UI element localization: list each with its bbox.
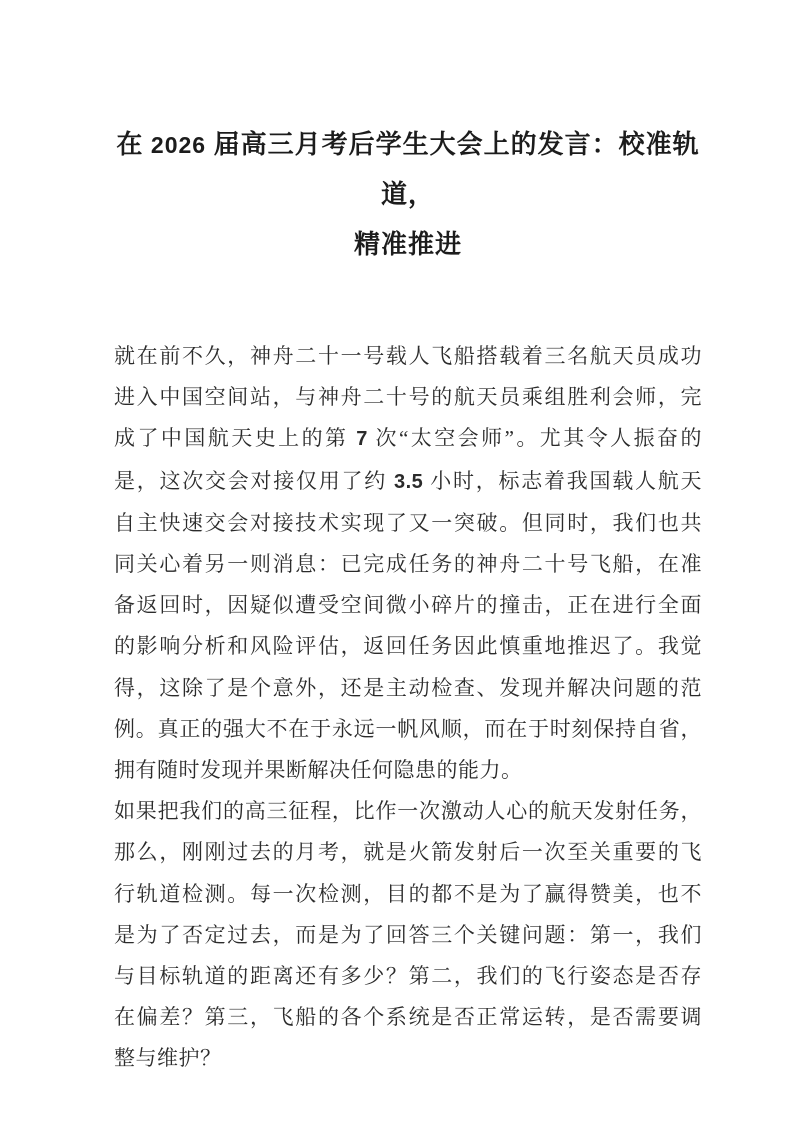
text-line: 备返回时，因疑似遭受空间微小碎片的撞击，正在进行全面	[114, 593, 702, 618]
numeral: 7	[356, 428, 368, 451]
text-line: 得，这除了是个意外，还是主动检查、发现并解决问题的范	[114, 675, 702, 700]
text-line: 例。真正的强大不在于永远一帆风顺，而在于时刻保持自省，	[114, 716, 702, 741]
document-body	[114, 336, 702, 1080]
text-line: 就在前不久，神舟二十一号载人飞船搭载着三名航天员成功	[114, 344, 702, 368]
text-line: 在 2026 届高三月考后学生大会上的发言：校准轨道，	[116, 130, 700, 209]
paragraph-exam-analogy	[114, 791, 702, 1079]
text-line: 与目标轨道的距离还有多少？第二，我们的飞行姿态是否存	[114, 964, 702, 989]
text-line: 是为了否定过去，而是为了回答三个关键问题：第一，我们	[114, 922, 702, 947]
text-line: 成了中国航天史上的第 7 次“太空会师”。尤其令人振奋的	[114, 426, 703, 451]
text-line: 整与维护？	[114, 1046, 222, 1071]
numeral: 2026	[150, 132, 207, 158]
text-line: 进入中国空间站，与神舟二十号的航天员乘组胜利会师，完	[114, 385, 702, 410]
text-line: 拥有随时发现并果断解决任何隐患的能力。	[114, 758, 523, 783]
text-line: 行轨道检测。每一次检测，目的都不是为了赢得赞美，也不	[114, 881, 702, 906]
text-line: 在偏差？第三，飞船的各个系统是否正常运转，是否需要调	[114, 1005, 702, 1030]
text-line: 自主快速交会对接技术实现了又一突破。但同时，我们也共	[114, 510, 702, 535]
text-line: 是，这次交会对接仅用了约 3.5 小时，标志着我国载人航天	[114, 468, 703, 493]
paragraph-shenzhou-news	[114, 336, 702, 791]
numeral: 3.5	[393, 470, 424, 493]
text-line: 那么，刚刚过去的月考，就是火箭发射后一次至关重要的飞	[114, 840, 702, 865]
document-title	[114, 120, 702, 270]
text-line: 如果把我们的高三征程，比作一次激动人心的航天发射任务，	[114, 799, 702, 824]
text-line: 精准推进	[353, 230, 462, 259]
text-line: 的影响分析和风险评估，返回任务因此慎重地推迟了。我觉	[114, 634, 702, 659]
text-line: 同关心着另一则消息：已完成任务的神舟二十号飞船，在准	[114, 552, 702, 577]
